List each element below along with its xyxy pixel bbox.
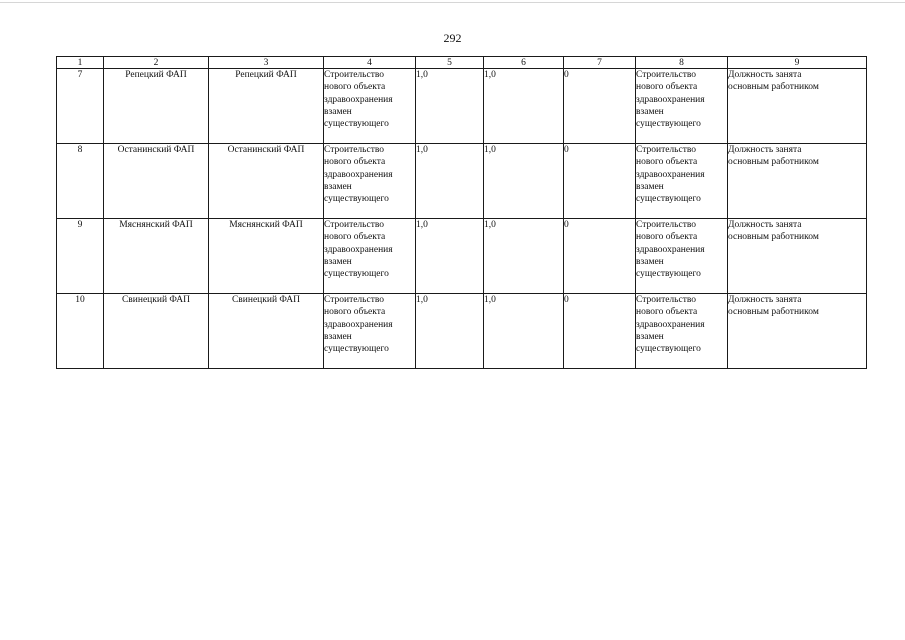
text-line: нового объекта	[636, 157, 698, 168]
text-line: Строительство	[324, 220, 385, 230]
text-line: существующего	[324, 269, 389, 280]
value-col7: 0	[564, 69, 636, 144]
row-number: 10	[57, 294, 104, 369]
table-row	[57, 69, 867, 144]
value-col7: 0	[564, 294, 636, 369]
text-line: нового объекта	[324, 82, 386, 93]
planned-action	[324, 294, 416, 369]
facility-name-col3: Репецкий ФАП	[209, 69, 324, 144]
planned-action-col8	[636, 69, 728, 144]
text-line: здравоохранения	[324, 94, 393, 105]
row-number: 8	[57, 144, 104, 219]
value-col5: 1,0	[416, 219, 484, 294]
planned-action-col8	[636, 144, 728, 219]
text-line: существующего	[324, 119, 389, 130]
text-line: взамен	[324, 181, 352, 192]
value-col7: 0	[564, 219, 636, 294]
text-line: взамен	[636, 106, 664, 117]
staff-status	[728, 144, 867, 219]
planned-action-col8	[636, 294, 728, 369]
planned-action	[324, 144, 416, 219]
row-number: 7	[57, 69, 104, 144]
text-line: нового объекта	[324, 307, 386, 318]
header-cell: 1	[57, 57, 104, 69]
value-col6: 1,0	[484, 294, 564, 369]
text-line: основным работником	[728, 307, 819, 318]
text-line: Должность занята	[728, 70, 802, 80]
text-line: нового объекта	[636, 307, 698, 318]
planned-action	[324, 219, 416, 294]
text-line: здравоохранения	[636, 319, 705, 330]
facility-name-col3: Мяснянский ФАП	[209, 219, 324, 294]
text-line: взамен	[636, 181, 664, 192]
text-line: Должность занята	[728, 145, 802, 155]
header-cell: 6	[484, 57, 564, 69]
value-col7: 0	[564, 144, 636, 219]
text-line: нового объекта	[324, 157, 386, 168]
facility-name-col3: Свинецкий ФАП	[209, 294, 324, 369]
text-line: Строительство	[324, 145, 385, 155]
header-cell: 3	[209, 57, 324, 69]
text-line: Строительство	[636, 220, 697, 230]
text-line: Строительство	[636, 70, 697, 80]
staff-status	[728, 294, 867, 369]
text-line: взамен	[324, 106, 352, 117]
text-line: Строительство	[636, 145, 697, 155]
text-line: здравоохранения	[636, 94, 705, 105]
text-line: основным работником	[728, 82, 819, 93]
top-edge-line	[0, 2, 905, 3]
facilities-table	[56, 56, 867, 369]
text-line: Строительство	[324, 295, 385, 305]
text-line: здравоохранения	[636, 244, 705, 255]
facility-name-col3: Останинский ФАП	[209, 144, 324, 219]
value-col6: 1,0	[484, 144, 564, 219]
staff-status	[728, 69, 867, 144]
table-row	[57, 144, 867, 219]
facility-name: Свинецкий ФАП	[104, 294, 209, 369]
text-line: нового объекта	[636, 82, 698, 93]
text-line: взамен	[636, 256, 664, 267]
text-line: существующего	[636, 194, 701, 205]
planned-action	[324, 69, 416, 144]
text-line: здравоохранения	[636, 169, 705, 180]
text-line: здравоохранения	[324, 244, 393, 255]
value-col5: 1,0	[416, 144, 484, 219]
value-col5: 1,0	[416, 294, 484, 369]
text-line: здравоохранения	[324, 319, 393, 330]
page-number: 292	[443, 31, 462, 45]
header-cell: 8	[636, 57, 728, 69]
text-line: существующего	[636, 269, 701, 280]
text-line: нового объекта	[324, 232, 386, 243]
table-row	[57, 219, 867, 294]
text-line: взамен	[636, 331, 664, 342]
text-line: основным работником	[728, 157, 819, 168]
text-line: Должность занята	[728, 295, 802, 305]
text-line: основным работником	[728, 232, 819, 243]
text-line: взамен	[324, 256, 352, 267]
header-cell: 2	[104, 57, 209, 69]
header-cell: 7	[564, 57, 636, 69]
facility-name: Останинский ФАП	[104, 144, 209, 219]
text-line: существующего	[636, 119, 701, 130]
text-line: Должность занята	[728, 220, 802, 230]
text-line: существующего	[636, 344, 701, 355]
text-line: существующего	[324, 344, 389, 355]
planned-action-col8	[636, 219, 728, 294]
value-col6: 1,0	[484, 219, 564, 294]
text-line: существующего	[324, 194, 389, 205]
header-cell: 9	[728, 57, 867, 69]
header-cell: 4	[324, 57, 416, 69]
header-cell: 5	[416, 57, 484, 69]
facility-name: Репецкий ФАП	[104, 69, 209, 144]
text-line: Строительство	[636, 295, 697, 305]
header-row	[57, 57, 867, 69]
text-line: взамен	[324, 331, 352, 342]
staff-status	[728, 219, 867, 294]
facility-name: Мяснянский ФАП	[104, 219, 209, 294]
value-col6: 1,0	[484, 69, 564, 144]
text-line: нового объекта	[636, 232, 698, 243]
text-line: Строительство	[324, 70, 385, 80]
row-number: 9	[57, 219, 104, 294]
value-col5: 1,0	[416, 69, 484, 144]
text-line: здравоохранения	[324, 169, 393, 180]
table-row	[57, 294, 867, 369]
